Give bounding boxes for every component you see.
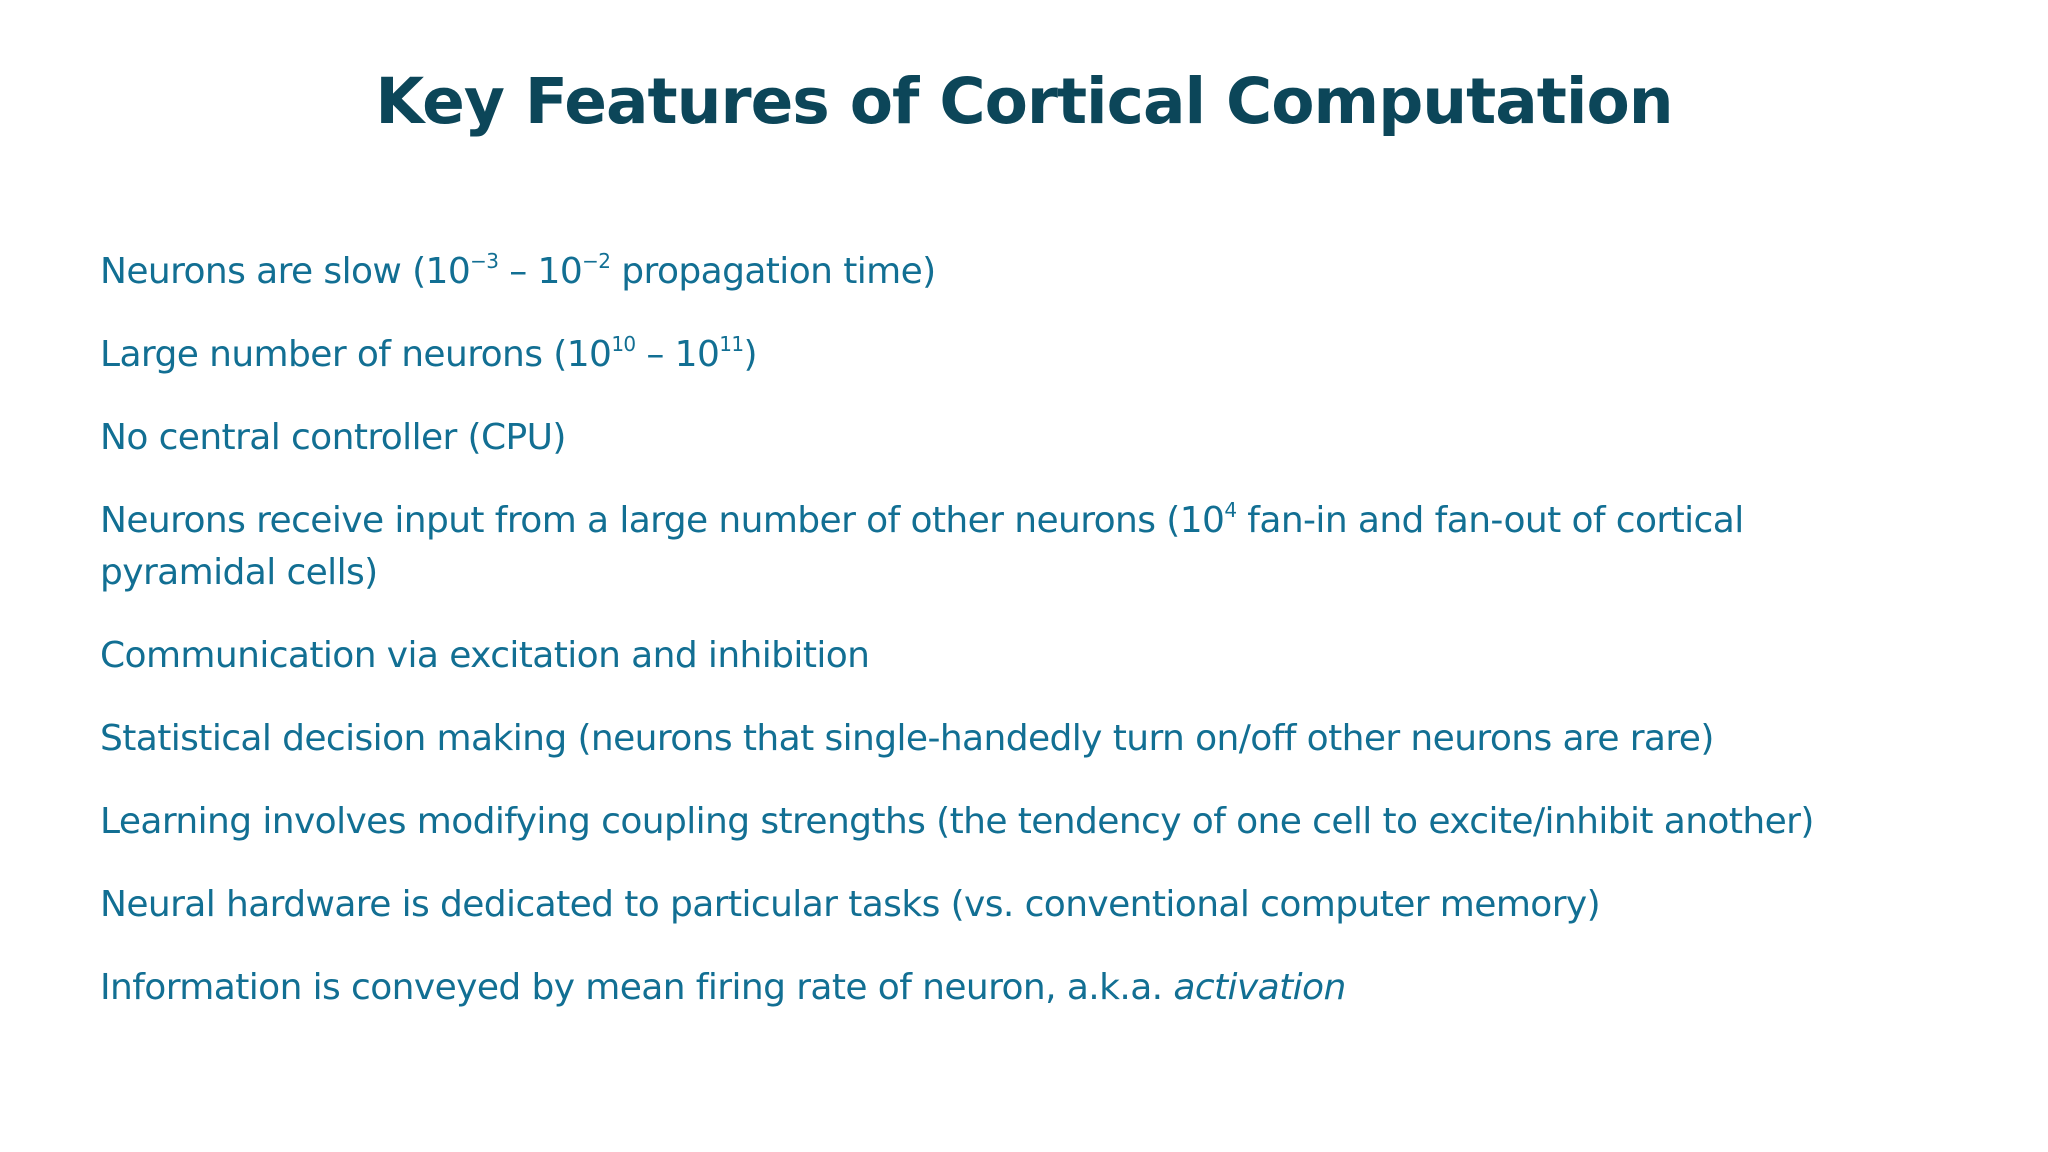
bullet-text: Large number of neurons (10 [100, 334, 612, 375]
bullet-text: Neurons are slow (10 [100, 251, 471, 292]
superscript: 4 [1224, 498, 1237, 522]
bullet-hardware: Neural hardware is dedicated to particular tasks (vs. conventional computer memory) [100, 884, 1601, 925]
bullet-neurons-slow [100, 246, 1950, 298]
slide-title: Key Features of Cortical Computation [375, 65, 1673, 138]
italic-term: activation [1173, 967, 1346, 1008]
superscript: −3 [470, 249, 499, 273]
bullet-text: – 10 [635, 334, 720, 375]
bullet-large-number [100, 329, 1950, 381]
bullet-text: propagation time) [610, 251, 936, 292]
bullet-information [100, 962, 1950, 1014]
bullet-learning: Learning involves modifying coupling strengths (the tendency of one cell to excite/inhibit another) [100, 801, 1814, 842]
bullet-text: – 10 [498, 251, 583, 292]
bullet-text: fan-in and fan-out of cortical pyramidal cells) [100, 500, 1744, 593]
bullet-no-controller: No central controller (CPU) [100, 417, 566, 458]
bullet-fan-in [100, 495, 1800, 599]
bullet-text: Information is conveyed by mean firing rate of neuron, a.k.a. [100, 967, 1174, 1008]
bullet-communication: Communication via excitation and inhibition [100, 635, 870, 676]
bullet-text: Neurons receive input from a large number of other neurons (10 [100, 500, 1225, 541]
superscript: −2 [582, 249, 611, 273]
bullet-text: ) [743, 334, 757, 375]
superscript: 10 [611, 332, 636, 356]
superscript: 11 [719, 332, 744, 356]
bullet-list [100, 246, 1950, 1045]
bullet-statistical: Statistical decision making (neurons that single-handedly turn on/off other neurons are rare) [100, 718, 1714, 759]
